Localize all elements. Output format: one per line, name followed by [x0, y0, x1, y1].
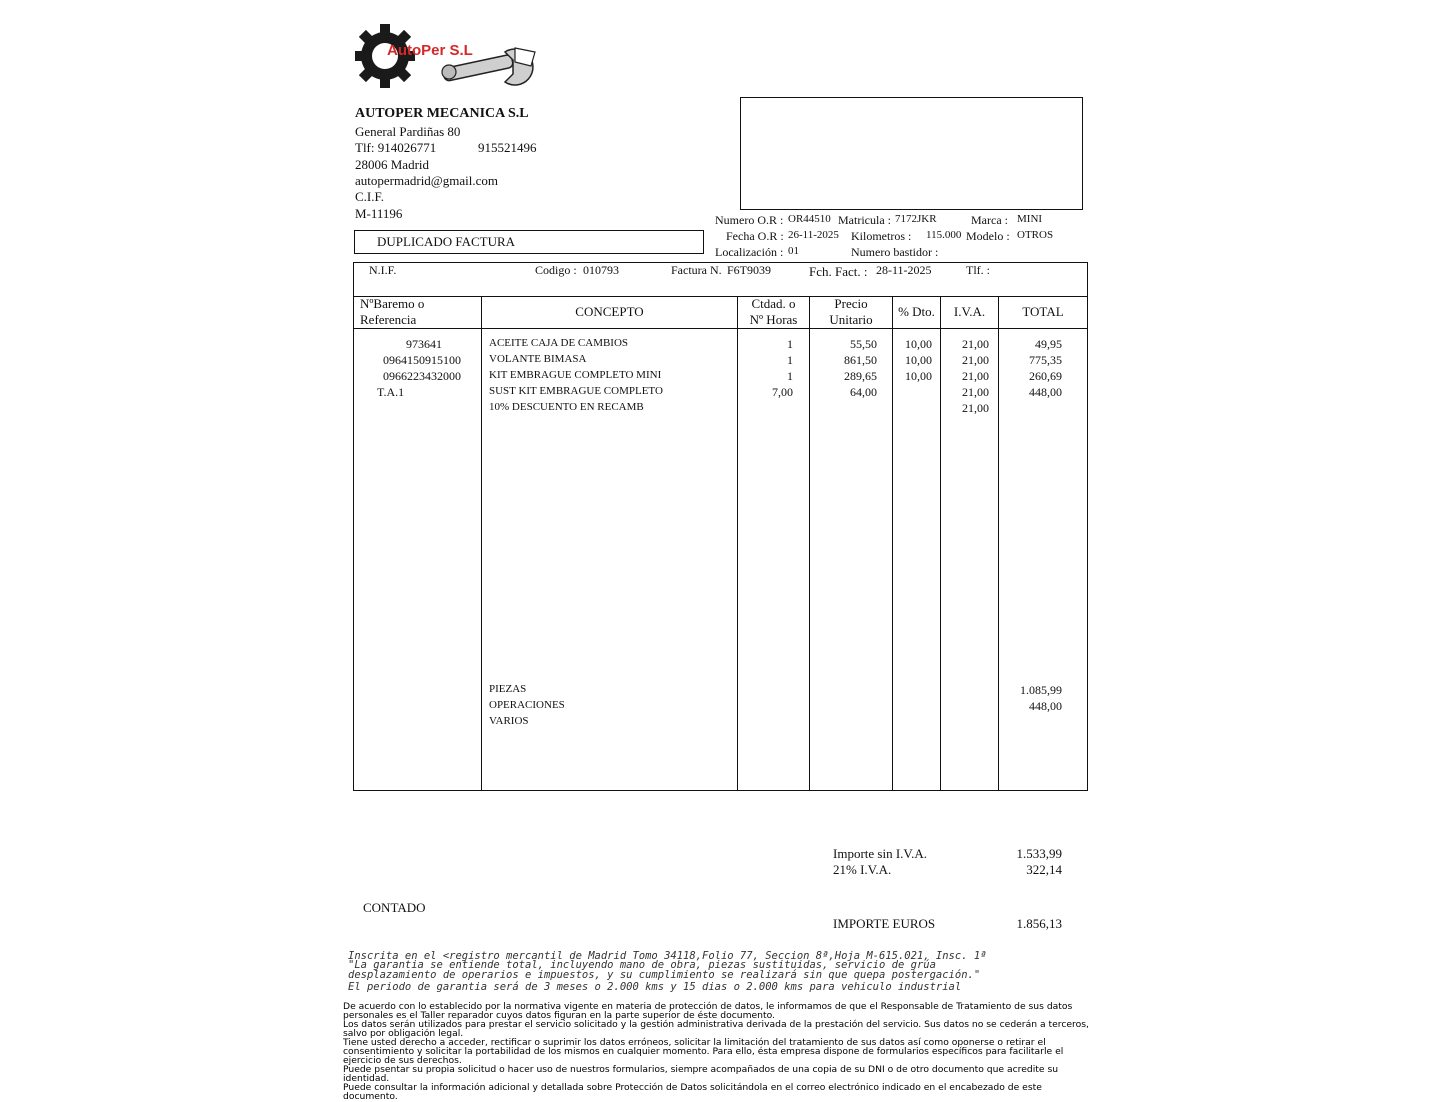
col-divider-1 [481, 296, 482, 791]
nif-label: N.I.F. [369, 263, 397, 277]
codigo-value: 010793 [583, 263, 619, 277]
legal-paragraph: Puede consultar la información adicional y detallada sobre Protección de Datos solicitándola en el correo electrónico indicado en el encabezado de este documento. [343, 1082, 1042, 1102]
customer-address-box [740, 97, 1083, 210]
company-phone-1: Tlf: 914026771 [355, 140, 437, 155]
fecha-or-value: 26-11-2025 [788, 229, 839, 241]
row-precio: 64,00 [850, 385, 877, 399]
fecha-factura-value: 28-11-2025 [876, 263, 932, 277]
matricula-value: 7172JKR [895, 213, 937, 225]
fecha-factura-label: Fch. Fact. : [809, 264, 868, 279]
km-value: 115.000 [926, 229, 962, 241]
warranty-note-2: desplazamiento de operarios e impuestos, y su cumplimiento se realizará sin que quepa postergación." [348, 969, 981, 981]
company-address: General Pardiñas 80 [355, 124, 461, 139]
header-ref: NºBaremo o Referencia [360, 296, 425, 327]
localizacion-value: 01 [788, 245, 799, 257]
row-total: 775,35 [1029, 353, 1062, 367]
warranty-note-1: "La garantia se entiende total, incluyendo mano de obra, piezas sustituidas, servicio de grúa [348, 959, 936, 971]
row-concepto: KIT EMBRAGUE COMPLETO MINI [489, 369, 662, 381]
header-total: TOTAL [1022, 304, 1064, 319]
row-cantidad: 1 [787, 369, 793, 383]
company-cif: C.I.F. [355, 189, 384, 204]
row-iva: 21,00 [962, 369, 989, 383]
subtotal-label: VARIOS [489, 715, 529, 727]
tlf-label: Tlf. : [966, 263, 990, 277]
row-concepto: VOLANTE BIMASA [489, 353, 587, 365]
modelo-label: Modelo : [966, 229, 1010, 243]
marca-label: Marca : [971, 213, 1008, 227]
company-name: AUTOPER MECANICA S.L [355, 106, 529, 121]
warranty-note-3: El periodo de garantia será de 3 meses o 2.000 kms y 15 dias o 2.000 kms para vehiculo industrial [348, 981, 962, 993]
row-iva: 21,00 [962, 401, 989, 415]
row-precio: 861,50 [844, 353, 877, 367]
company-city: 28006 Madrid [355, 157, 430, 172]
row-concepto: 10% DESCUENTO EN RECAMB [489, 401, 644, 413]
fecha-or-label: Fecha O.R : [726, 229, 784, 243]
legal-text [343, 1002, 1098, 1101]
header-precio: Precio Unitario [829, 296, 873, 327]
gear-wrench-icon [355, 22, 540, 102]
legal-paragraph: Tiene usted derecho a acceder, rectificar o suprimir los datos erróneos, solicitar la limitación del tratamiento de sus datos así como oponerse o retirar el consentimiento y solicitar la portabilidad de los mismos en cualquier momento. Para ello, ésta empresa dispone de formularios específicos para facilitarle el ejercicio de sus derechos. [343, 1037, 1064, 1066]
row-concepto: SUST KIT EMBRAGUE COMPLETO [489, 385, 663, 397]
row-concepto: ACEITE CAJA DE CAMBIOS [489, 337, 629, 349]
row-total: 49,95 [1035, 337, 1062, 351]
row-cantidad: 7,00 [772, 385, 793, 399]
row-dto: 10,00 [905, 353, 932, 367]
registry-note: Inscrita en el <registro mercantil de Madrid Tomo 34118,Folio 77, Seccion 8ª,Hoja M-615.021, Insc. 1ª [348, 950, 987, 962]
row-cantidad: 1 [787, 353, 793, 367]
km-label: Kilometros : [851, 229, 912, 243]
payment-method: CONTADO [363, 900, 426, 915]
subtotal-label: OPERACIONES [489, 699, 565, 711]
subtotal-value: 1.085,99 [1020, 683, 1062, 697]
base-value: 1.533,99 [1016, 846, 1062, 861]
legal-paragraph: Puede psentar su propia solicitud o hacer uso de nuestros formularios, siempre acompañados de una copia de su DNI o de otro documento que acredite su identidad. [343, 1064, 1059, 1084]
header-iva: I.V.A. [953, 304, 986, 319]
row-ref: 0966223432000 [383, 369, 461, 383]
factura-label: Factura N. [671, 263, 722, 277]
subtotal-label: PIEZAS [489, 683, 527, 695]
duplicate-label: DUPLICADO FACTURA [377, 234, 516, 249]
row-iva: 21,00 [962, 337, 989, 351]
total-value: 1.856,13 [1016, 916, 1062, 931]
legal-paragraph: De acuerdo con lo establecido por la normativa vigente en materia de protección de datos, le informamos de que el Responsable de Tratamiento de sus datos personales es el Taller reparador cuyos datos figuran en la parte superior de éste documento. [343, 1001, 1073, 1021]
matricula-label: Matricula : [838, 213, 891, 227]
header-dto: % Dto. [898, 304, 935, 319]
company-email: autopermadrid@gmail.com [355, 173, 499, 188]
row-dto: 10,00 [905, 369, 932, 383]
iva-label: 21% I.V.A. [833, 862, 892, 877]
row-iva: 21,00 [962, 353, 989, 367]
row-total: 448,00 [1029, 385, 1062, 399]
row-ref: 973641 [406, 337, 442, 351]
or-number-label: Numero O.R : [715, 213, 784, 227]
duplicate-box [354, 230, 704, 254]
iva-value: 322,14 [1026, 862, 1062, 877]
factura-value: F6T9039 [727, 263, 772, 277]
row-ref: 0964150915100 [383, 353, 461, 367]
header-cantidad: Ctdad. o Nº Horas [749, 296, 798, 327]
row-ref: T.A.1 [377, 385, 405, 399]
header-concepto: CONCEPTO [575, 304, 644, 319]
row-precio: 289,65 [844, 369, 877, 383]
legal-paragraph: Los datos serán utilizados para prestar el servicio solicitado y la gestión administrativa derivada de la prestación del servicio. Sus datos no se cederán a terceros, salvo por obligación legal. [343, 1019, 1089, 1039]
codigo-label: Codigo : [535, 263, 577, 277]
row-precio: 55,50 [850, 337, 877, 351]
row-iva: 21,00 [962, 385, 989, 399]
logo-text: AutoPer S.L [387, 42, 473, 59]
subtotal-value: 448,00 [1029, 699, 1062, 713]
total-label: IMPORTE EUROS [833, 916, 936, 931]
company-registration: M-11196 [355, 206, 403, 221]
modelo-value: OTROS [1017, 229, 1054, 241]
row-total: 260,69 [1029, 369, 1062, 383]
company-phone-2: 915521496 [478, 140, 537, 155]
row-cantidad: 1 [787, 337, 793, 351]
company-logo [355, 22, 540, 102]
row-dto: 10,00 [905, 337, 932, 351]
localizacion-label: Localización : [715, 245, 784, 259]
or-number-value: OR44510 [788, 213, 831, 225]
base-label: Importe sin I.V.A. [833, 846, 928, 861]
table-header-divider [353, 328, 1087, 329]
bastidor-label: Numero bastidor : [851, 245, 939, 259]
marca-value: MINI [1017, 213, 1043, 225]
